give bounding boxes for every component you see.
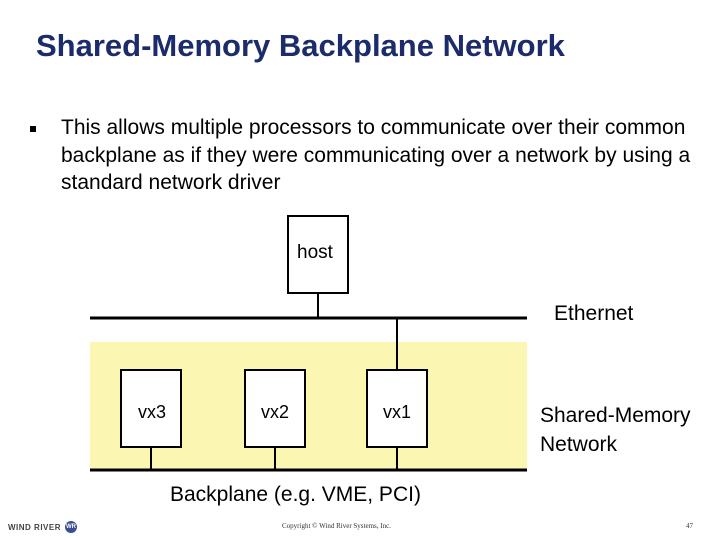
backplane-label: Backplane (e.g. VME, PCI) — [170, 483, 421, 506]
slide-title: Shared-Memory Backplane Network — [36, 28, 565, 63]
shared-memory-label-line2: Network — [540, 433, 618, 456]
ethernet-label: Ethernet — [554, 302, 634, 325]
vx3-label: vx3 — [137, 402, 167, 422]
vx2-label: vx2 — [260, 402, 290, 422]
page-number: 47 — [686, 522, 693, 530]
vx1-label: vx1 — [382, 402, 412, 422]
logo-text: WIND RIVER — [8, 522, 61, 532]
copyright-text: Copyright © Wind River Systems, Inc. — [282, 522, 391, 530]
host-label: host — [297, 242, 333, 263]
logo-mark-icon: WR — [65, 521, 77, 533]
bullet-text: This allows multiple processors to communicate over their common backplane as if they were communicating over a network by using a standard network driver — [61, 116, 691, 194]
shared-memory-label-line1: Shared-Memory — [540, 404, 691, 427]
wind-river-logo — [8, 519, 77, 535]
